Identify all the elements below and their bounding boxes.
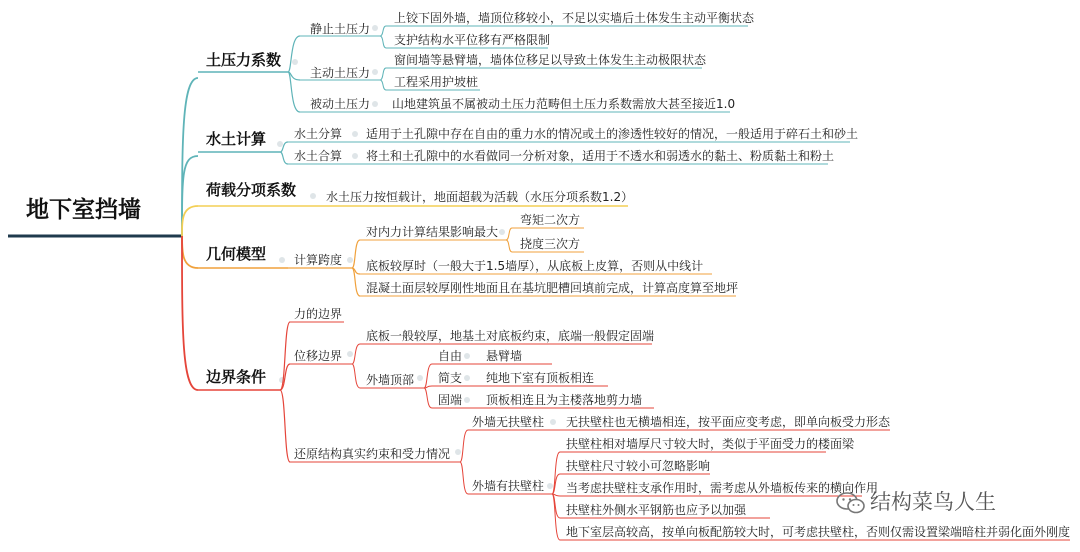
leaf-pilaster-2[interactable]: 扶壁柱尺寸较小可忽略影响 [566,459,711,473]
leaf-moment-square[interactable]: 弯矩二次方 [520,213,581,227]
topic-no-pilaster[interactable]: 外墙无扶壁柱 [472,415,545,429]
leaf-separate-1[interactable]: 适用于土孔隙中存在自由的重力水的情况或土的渗透性较好的情况，一般适用于碎石土和砂土 [366,127,859,141]
topic-boundary-conditions[interactable]: 边界条件 [206,368,267,386]
watermark [836,486,996,516]
leaf-shear-wall[interactable]: 顶板相连且为主楼落地剪力墙 [486,393,643,407]
leaf-cantilever-wall[interactable]: 悬臂墙 [486,349,523,363]
leaf-active-1[interactable]: 窗间墙等悬臂墙，墙体位移足以导致土体发生主动极限状态 [394,53,707,67]
leaf-load-factor-1[interactable]: 水土压力按恒载计，地面超载为活载（水压分项系数1.2） [326,190,634,204]
watermark-text: 结构菜鸟人生 [870,490,996,514]
topic-load-partial-factor[interactable]: 荷载分项系数 [206,181,297,199]
topic-top-fixed[interactable]: 固端 [438,393,463,407]
leaf-pilaster-4[interactable]: 扶壁柱外侧水平钢筋也应予以加强 [566,503,747,517]
topic-force-boundary[interactable]: 力的边界 [294,307,343,321]
topic-combined-calculation[interactable]: 水土合算 [294,149,343,163]
leaf-deflection-cube[interactable]: 挠度三次方 [520,237,581,251]
topic-at-rest-pressure[interactable]: 静止土压力 [310,22,371,36]
topic-wall-top[interactable]: 外墙顶部 [366,373,415,387]
leaf-span-rigid-ground[interactable]: 混凝土面层较厚刚性地面且在基坑肥槽回填前完成，计算高度算至地坪 [366,281,739,295]
leaf-at-rest-2[interactable]: 支护结构水平位移有严格限制 [394,33,551,47]
topic-geometric-model[interactable]: 几何模型 [206,245,267,263]
topic-internal-force-impact[interactable]: 对内力计算结果影响最大 [366,225,499,239]
leaf-passive-1[interactable]: 山地建筑虽不属被动土压力范畴但土压力系数需放大甚至接近1.0 [392,97,736,111]
leaf-at-rest-1[interactable]: 上铰下固外墙，墙顶位移较小，不足以实墙后土体发生主动平衡状态 [394,11,755,25]
topic-top-simple[interactable]: 简支 [438,371,463,385]
leaf-no-pilaster-1[interactable]: 无扶壁柱也无横墙相连，按平面应变考虑，即单向板受力形态 [566,415,891,429]
leaf-top-slab-connected[interactable]: 纯地下室有顶板相连 [486,371,595,385]
leaf-combined-1[interactable]: 将土和土孔隙中的水看做同一分析对象，适用于不透水和弱透水的黏土、粉质黏土和粉土 [366,149,835,163]
leaf-pilaster-5[interactable]: 地下室层高较高，按单向板配筋较大时，可考虑扶壁柱，否则仅需设置梁端暗柱并弱化面外刚度 [566,525,1071,539]
leaf-base-slab-fixed[interactable]: 底板一般较厚，地基土对底板约束，底端一般假定固端 [366,329,655,343]
leaf-pilaster-3[interactable]: 当考虑扶壁柱支承作用时，需考虑从外墙板传来的横向作用 [566,481,879,495]
topic-with-pilaster[interactable]: 外墙有扶壁柱 [472,479,545,493]
topic-passive-pressure[interactable]: 被动土压力 [310,97,371,111]
topic-calculation-span[interactable]: 计算跨度 [294,253,343,267]
leaf-active-2[interactable]: 工程采用护坡桩 [394,75,479,89]
leaf-span-thick-slab[interactable]: 底板较厚时（一般大于1.5墙厚），从底板上皮算，否则从中线计 [366,259,704,273]
topic-water-soil-calculation[interactable]: 水土计算 [206,130,267,148]
topic-displacement-boundary[interactable]: 位移边界 [294,349,343,363]
leaf-pilaster-1[interactable]: 扶壁柱相对墙厚尺寸较大时，类似于平面受力的楼面梁 [566,437,855,451]
wechat-icon [836,492,866,514]
topic-earth-pressure-coefficient[interactable]: 土压力系数 [206,51,282,69]
topic-separate-calculation[interactable]: 水土分算 [294,127,343,141]
topic-top-free[interactable]: 自由 [438,349,463,363]
topic-restore-real-constraints[interactable]: 还原结构真实约束和受力情况 [294,447,451,461]
root-topic[interactable]: 地下室挡墙 [26,197,141,223]
topic-active-pressure[interactable]: 主动土压力 [310,66,371,80]
